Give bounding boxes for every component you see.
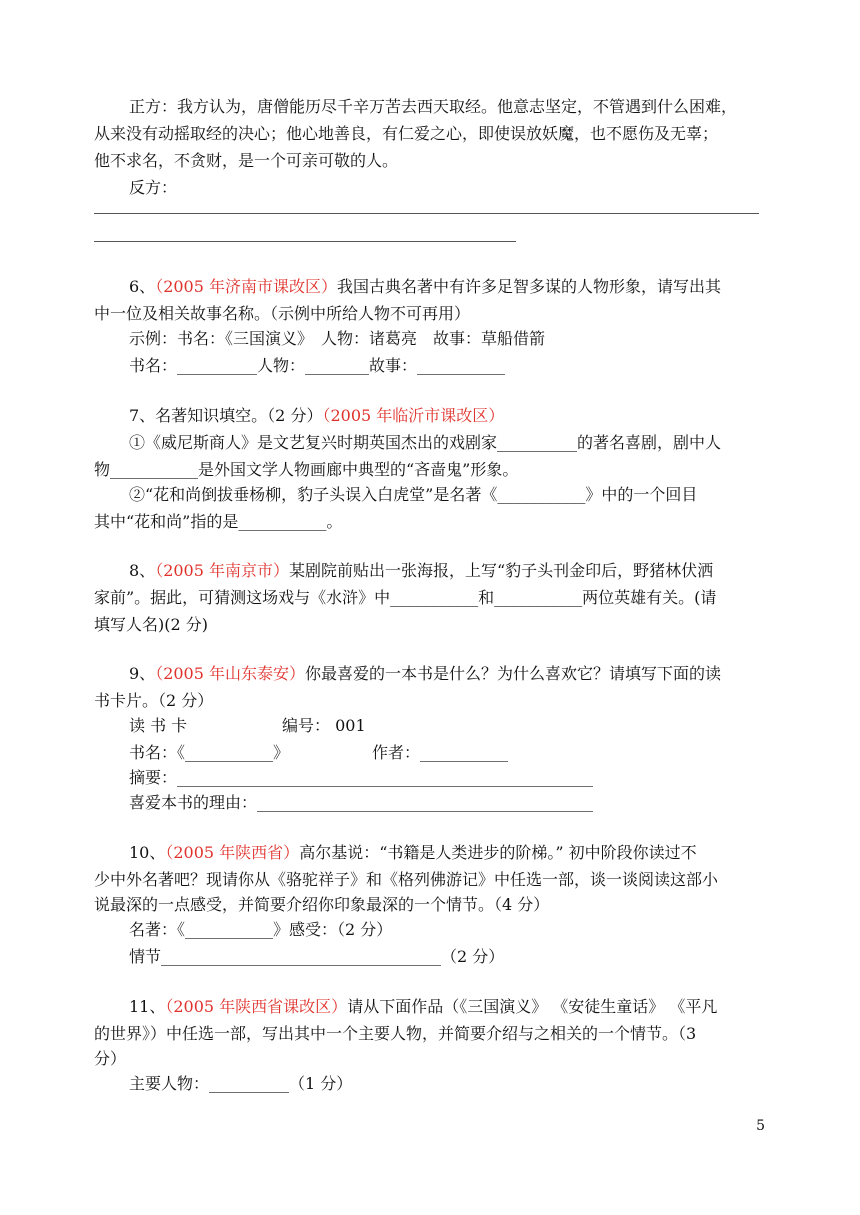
question-7-line-2: ①《威尼斯商人》是文艺复兴时期英国杰出的戏剧家__________的著名喜剧，剧中人	[129, 433, 722, 452]
reading-card-number: 编号： 001	[282, 716, 366, 735]
question-8-text: 某剧院前贴出一张海报，上写“豹子头刊金印后，野猪林伏洒	[289, 561, 714, 580]
question-9-source: （2005 年山东泰安）	[155, 664, 305, 683]
question-7-line-5: 其中“花和尚”指的是___________。	[94, 512, 343, 531]
question-10-line-1	[129, 842, 697, 864]
question-10-line-3: 说最深的一点感受，并简要介绍你印象最深的一个情节。（4 分）	[94, 895, 550, 914]
question-7-line-1	[129, 405, 504, 427]
reading-card-reason: 喜爱本书的理由：__________________________________________	[129, 793, 594, 812]
question-9-line-2: 书卡片。（2 分）	[94, 691, 214, 710]
question-6-text: 我国古典名著中有许多足智多谋的人物形象，请写出其	[337, 277, 722, 296]
question-11-number: 11、	[129, 997, 166, 1016]
question-10-source: （2005 年陕西省）	[165, 843, 300, 862]
reading-card-title: 读 书 卡	[129, 716, 188, 735]
answer-rule-1	[94, 213, 759, 214]
pro-side-line-1: 正方：我方认为，唐僧能历尽千辛万苦去西天取经。他意志坚定，不管遇到什么困难，	[129, 97, 738, 116]
question-10-line-4: 名著：《___________》感受：（2 分）	[129, 920, 393, 939]
question-6-example: 示例：书名：《三国演义》 人物：诸葛亮 故事：草船借箭	[129, 329, 546, 348]
question-7-text: 7、名著知识填空。（2 分）	[129, 406, 323, 425]
question-6-source: （2005 年济南市课改区）	[155, 277, 337, 296]
page-number: 5	[756, 1118, 765, 1134]
question-8-line-1	[129, 560, 713, 582]
question-8-line-2: 家前”。据此，可猜测这场戏与《水浒》中___________和___________两位英雄有关。(请	[94, 588, 717, 607]
question-6-line-2: 中一位及相关故事名称。（示例中所给人物不可再用）	[94, 304, 471, 323]
question-7-source: （2005 年临沂市课改区）	[322, 406, 505, 425]
question-8-source: （2005 年南京市）	[155, 561, 289, 580]
question-6-line-1	[129, 276, 721, 298]
con-side-label: 反方：	[129, 178, 178, 197]
question-11-line-2: 的世界》）中任选一部，写出其中一个主要人物，并简要介绍与之相关的一个情节。（3	[94, 1024, 697, 1043]
question-6-blanks: 书名：__________人物：________故事：___________	[129, 356, 506, 375]
reading-card-book-title: 书名：《___________》	[129, 743, 290, 762]
question-11-line-1	[129, 996, 717, 1018]
question-11-line-4: 主要人物：__________（1 分）	[129, 1074, 353, 1093]
question-9-text: 你最喜爱的一本书是什么？为什么喜欢它？请填写下面的读	[305, 664, 722, 683]
pro-side-line-3: 他不求名，不贪财，是一个可亲可敬的人。	[94, 151, 399, 170]
reading-card-author: 作者：___________	[372, 743, 509, 762]
question-9-line-1	[129, 663, 721, 685]
question-10-text: 高尔基说：“书籍是人类进步的阶梯。” 初中阶段你读过不	[299, 843, 697, 862]
question-11-line-3: 分）	[94, 1049, 127, 1068]
question-8-number: 8、	[129, 561, 156, 580]
question-7-line-3: 物___________是外国文学人物画廊中典型的“吝啬鬼”形象。	[94, 460, 519, 479]
question-6-number: 6、	[129, 277, 156, 296]
question-9-number: 9、	[129, 664, 156, 683]
question-11-text: 请从下面作品（《三国演义》 《安徒生童话》 《平凡	[347, 997, 718, 1016]
question-10-line-2: 少中外名著吧？现请你从《骆驼祥子》和《格列佛游记》中任选一部，谈一谈阅读这部小	[94, 870, 719, 889]
pro-side-line-2: 从来没有动摇取经的决心；他心地善良，有仁爱之心，即使误放妖魔，也不愿伤及无辜；	[94, 124, 719, 143]
question-11-source: （2005 年陕西省课改区）	[165, 997, 348, 1016]
question-10-line-5: 情节___________________________________（2 分）	[129, 947, 505, 966]
question-8-line-3: 填写人名)(2 分)	[94, 615, 208, 634]
reading-card-summary: 摘要：____________________________________________________	[129, 768, 594, 787]
question-10-number: 10、	[129, 843, 166, 862]
answer-rule-2	[94, 241, 516, 242]
question-7-line-4: ②“花和尚倒拔垂杨柳，豹子头误入白虎堂”是名著《___________》中的一个回目	[129, 485, 698, 504]
